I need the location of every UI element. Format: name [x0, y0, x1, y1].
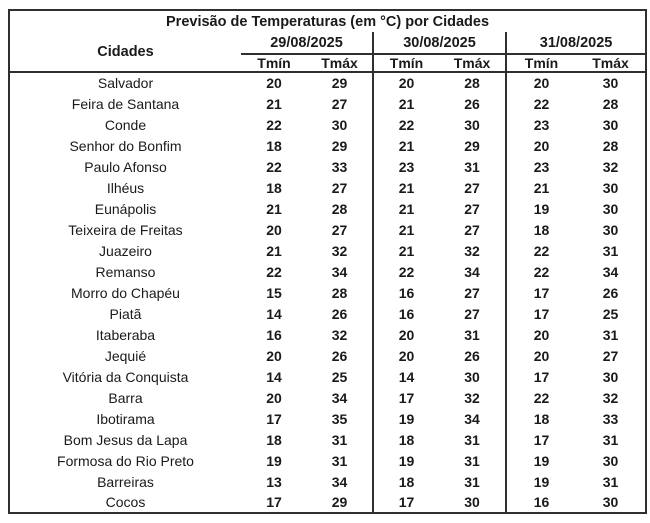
tmax-cell: 34 [331, 389, 348, 406]
tmax-cell: 32 [331, 242, 348, 259]
table-row [9, 387, 646, 408]
tmin-cell: 17 [506, 282, 576, 303]
tmin-cell: 21 [373, 219, 439, 240]
tmax-cell: 31 [331, 452, 348, 469]
tmax-cell: 31 [602, 326, 619, 343]
city-cell: Ibotirama [96, 410, 155, 427]
tmin-cell: 20 [266, 75, 282, 91]
tmin-cell: 19 [373, 450, 439, 471]
tmin-cell: 20 [373, 72, 439, 93]
tmax-cell: 26 [331, 305, 348, 322]
tmin-cell: 22 [266, 158, 282, 175]
tmax-cell: 25 [331, 368, 348, 385]
tmax-cell: 34 [602, 263, 619, 280]
tmin-cell: 21 [266, 242, 282, 259]
city-cell: Piatã [109, 305, 142, 322]
tmin-cell: 14 [266, 368, 282, 385]
table-row [9, 303, 646, 324]
table-row [9, 156, 646, 177]
tmin-cell: 17 [373, 492, 439, 513]
date-header-3: 31/08/2025 [506, 32, 646, 54]
table-row [9, 450, 646, 471]
tmin-cell: 21 [506, 177, 576, 198]
tmax-cell: 27 [331, 95, 348, 112]
tmin-cell: 22 [506, 240, 576, 261]
tmax-cell: 32 [602, 158, 619, 175]
tmax-cell: 26 [331, 347, 348, 364]
date-header-2: 30/08/2025 [373, 32, 506, 54]
tmax-cell: 27 [464, 284, 480, 301]
tmax-header-3: Tmáx [576, 54, 646, 72]
tmax-cell: 27 [464, 179, 480, 196]
table-row [9, 345, 646, 366]
city-cell: Remanso [95, 263, 156, 280]
tmax-cell: 30 [602, 452, 619, 469]
tmax-cell: 28 [331, 284, 348, 301]
tmin-cell: 19 [506, 471, 576, 492]
tmax-cell: 34 [464, 263, 480, 280]
table-title: Previsão de Temperaturas (em °C) por Cidades [166, 13, 490, 30]
tmax-cell: 34 [331, 263, 348, 280]
tmax-cell: 33 [331, 158, 348, 175]
table-row [9, 282, 646, 303]
tmin-cell: 20 [266, 221, 282, 238]
tmax-cell: 29 [331, 75, 348, 91]
tmax-cell: 31 [464, 431, 480, 448]
tmin-header-3: Tmín [506, 54, 576, 72]
tmin-cell: 15 [266, 284, 282, 301]
tmin-cell: 21 [266, 200, 282, 217]
tmin-cell: 23 [506, 156, 576, 177]
tmin-cell: 22 [373, 261, 439, 282]
table-row [9, 429, 646, 450]
tmin-cell: 20 [506, 324, 576, 345]
city-cell: Vitória da Conquista [62, 368, 189, 385]
tmin-cell: 21 [373, 240, 439, 261]
table-row [9, 366, 646, 387]
tmax-cell: 31 [464, 452, 480, 469]
tmin-cell: 18 [266, 179, 282, 196]
table-row [9, 177, 646, 198]
city-cell: Ilhéus [106, 179, 145, 196]
city-cell: Eunápolis [94, 200, 157, 217]
table-row [9, 135, 646, 156]
tmax-cell: 30 [464, 368, 480, 385]
table-row [9, 471, 646, 492]
tmax-cell: 28 [464, 75, 480, 91]
tmin-cell: 20 [506, 72, 576, 93]
tmax-cell: 34 [331, 473, 348, 490]
table-row [9, 261, 646, 282]
tmax-cell: 35 [331, 410, 348, 427]
tmax-cell: 28 [331, 200, 348, 217]
tmax-cell: 34 [464, 410, 480, 427]
tmin-cell: 17 [506, 303, 576, 324]
tmin-cell: 20 [266, 347, 282, 364]
city-cell: Senhor do Bonfim [69, 137, 182, 154]
table-row [9, 93, 646, 114]
table-row [9, 219, 646, 240]
tmin-cell: 16 [373, 303, 439, 324]
city-cell: Jequié [104, 347, 147, 364]
tmin-cell: 21 [266, 95, 282, 112]
city-cell: Morro do Chapéu [71, 284, 180, 301]
tmax-cell: 30 [464, 116, 480, 133]
dates-row [9, 32, 646, 54]
tmax-cell: 31 [602, 431, 619, 448]
forecast-table [8, 9, 647, 514]
city-cell: Bom Jesus da Lapa [63, 431, 188, 448]
tmax-cell: 30 [602, 368, 619, 385]
tmax-cell: 26 [464, 347, 480, 364]
tmax-cell: 27 [464, 221, 480, 238]
table-row [9, 198, 646, 219]
tmin-cell: 17 [506, 429, 576, 450]
tmin-cell: 17 [266, 494, 282, 510]
tmax-cell: 31 [602, 473, 619, 490]
tmin-cell: 22 [266, 263, 282, 280]
tmax-cell: 30 [602, 75, 619, 91]
tmin-cell: 20 [373, 324, 439, 345]
tmax-cell: 27 [464, 305, 480, 322]
tmax-cell: 32 [602, 389, 619, 406]
tmax-cell: 32 [464, 389, 480, 406]
tmin-cell: 22 [506, 93, 576, 114]
tmax-cell: 25 [602, 305, 619, 322]
tmin-cell: 19 [506, 198, 576, 219]
table-header [9, 10, 646, 72]
city-cell: Feira de Santana [71, 95, 180, 112]
tmin-cell: 20 [506, 135, 576, 156]
city-cell: Itaberaba [95, 326, 156, 343]
tmax-cell: 33 [602, 410, 619, 427]
tmax-cell: 29 [331, 137, 348, 154]
tmin-cell: 22 [506, 261, 576, 282]
tmax-cell: 27 [602, 347, 619, 364]
tmax-header-2: Tmáx [439, 54, 506, 72]
tmin-cell: 23 [373, 156, 439, 177]
tmax-cell: 31 [331, 431, 348, 448]
tmax-cell: 30 [602, 179, 619, 196]
tmax-cell: 27 [331, 179, 348, 196]
tmin-header-2: Tmín [373, 54, 439, 72]
date-header-1: 29/08/2025 [241, 32, 373, 54]
tmax-cell: 30 [602, 494, 619, 510]
tmin-cell: 17 [266, 410, 282, 427]
tmax-cell: 31 [464, 473, 480, 490]
tmax-cell: 30 [464, 494, 480, 510]
tmax-cell: 30 [602, 221, 619, 238]
tmax-cell: 31 [464, 326, 480, 343]
tmin-cell: 18 [373, 471, 439, 492]
tmin-cell: 20 [506, 345, 576, 366]
tmin-cell: 22 [266, 116, 282, 133]
tmin-cell: 17 [506, 366, 576, 387]
tmax-cell: 31 [602, 242, 619, 259]
tmin-cell: 21 [373, 177, 439, 198]
tmin-cell: 14 [266, 305, 282, 322]
tmax-cell: 31 [464, 158, 480, 175]
tmin-cell: 16 [506, 492, 576, 513]
tmin-cell: 23 [506, 114, 576, 135]
tmin-cell: 18 [506, 219, 576, 240]
tmax-cell: 29 [331, 494, 348, 510]
tmin-cell: 18 [266, 137, 282, 154]
title-row [9, 10, 646, 32]
tmax-cell: 27 [464, 200, 480, 217]
tmin-cell: 18 [266, 431, 282, 448]
tmin-cell: 16 [373, 282, 439, 303]
tmax-cell: 30 [602, 200, 619, 217]
tmin-cell: 21 [373, 135, 439, 156]
city-cell: Barreiras [97, 473, 154, 490]
tmin-cell: 19 [506, 450, 576, 471]
tmax-cell: 30 [331, 116, 348, 133]
tmax-cell: 30 [602, 116, 619, 133]
table-row [9, 492, 646, 513]
tmin-cell: 20 [373, 345, 439, 366]
tmin-cell: 16 [266, 326, 282, 343]
table-row [9, 114, 646, 135]
tmin-cell: 17 [373, 387, 439, 408]
tmin-cell: 13 [266, 473, 282, 490]
tmin-cell: 22 [506, 387, 576, 408]
tmax-cell: 32 [464, 242, 480, 259]
table-row [9, 408, 646, 429]
city-cell: Teixeira de Freitas [68, 221, 183, 238]
tmin-cell: 19 [266, 452, 282, 469]
table-row [9, 240, 646, 261]
table-row [9, 72, 646, 93]
tmin-cell: 22 [373, 114, 439, 135]
tmax-cell: 27 [331, 221, 348, 238]
tmin-cell: 14 [373, 366, 439, 387]
tmin-cell: 18 [506, 408, 576, 429]
tmax-cell: 26 [602, 284, 619, 301]
tmax-cell: 28 [602, 95, 619, 112]
city-cell: Conde [104, 116, 147, 133]
tmax-cell: 28 [602, 137, 619, 154]
tmin-cell: 19 [373, 408, 439, 429]
city-cell: Cocos [105, 494, 146, 510]
tmin-cell: 18 [373, 429, 439, 450]
city-cell: Formosa do Rio Preto [57, 452, 194, 469]
cities-column-header: Cidades [9, 32, 241, 72]
tmin-cell: 20 [266, 389, 282, 406]
tmax-header-1: Tmáx [307, 54, 373, 72]
table-row [9, 324, 646, 345]
tmin-cell: 21 [373, 198, 439, 219]
city-cell: Barra [108, 389, 143, 406]
city-cell: Juazeiro [99, 242, 152, 259]
tmax-cell: 26 [464, 95, 480, 112]
city-cell: Paulo Afonso [84, 158, 167, 175]
tmin-cell: 21 [373, 93, 439, 114]
tmin-header-1: Tmín [241, 54, 307, 72]
city-cell: Salvador [97, 75, 154, 91]
tmax-cell: 29 [464, 137, 480, 154]
tmax-cell: 32 [331, 326, 348, 343]
table-body [9, 72, 646, 513]
